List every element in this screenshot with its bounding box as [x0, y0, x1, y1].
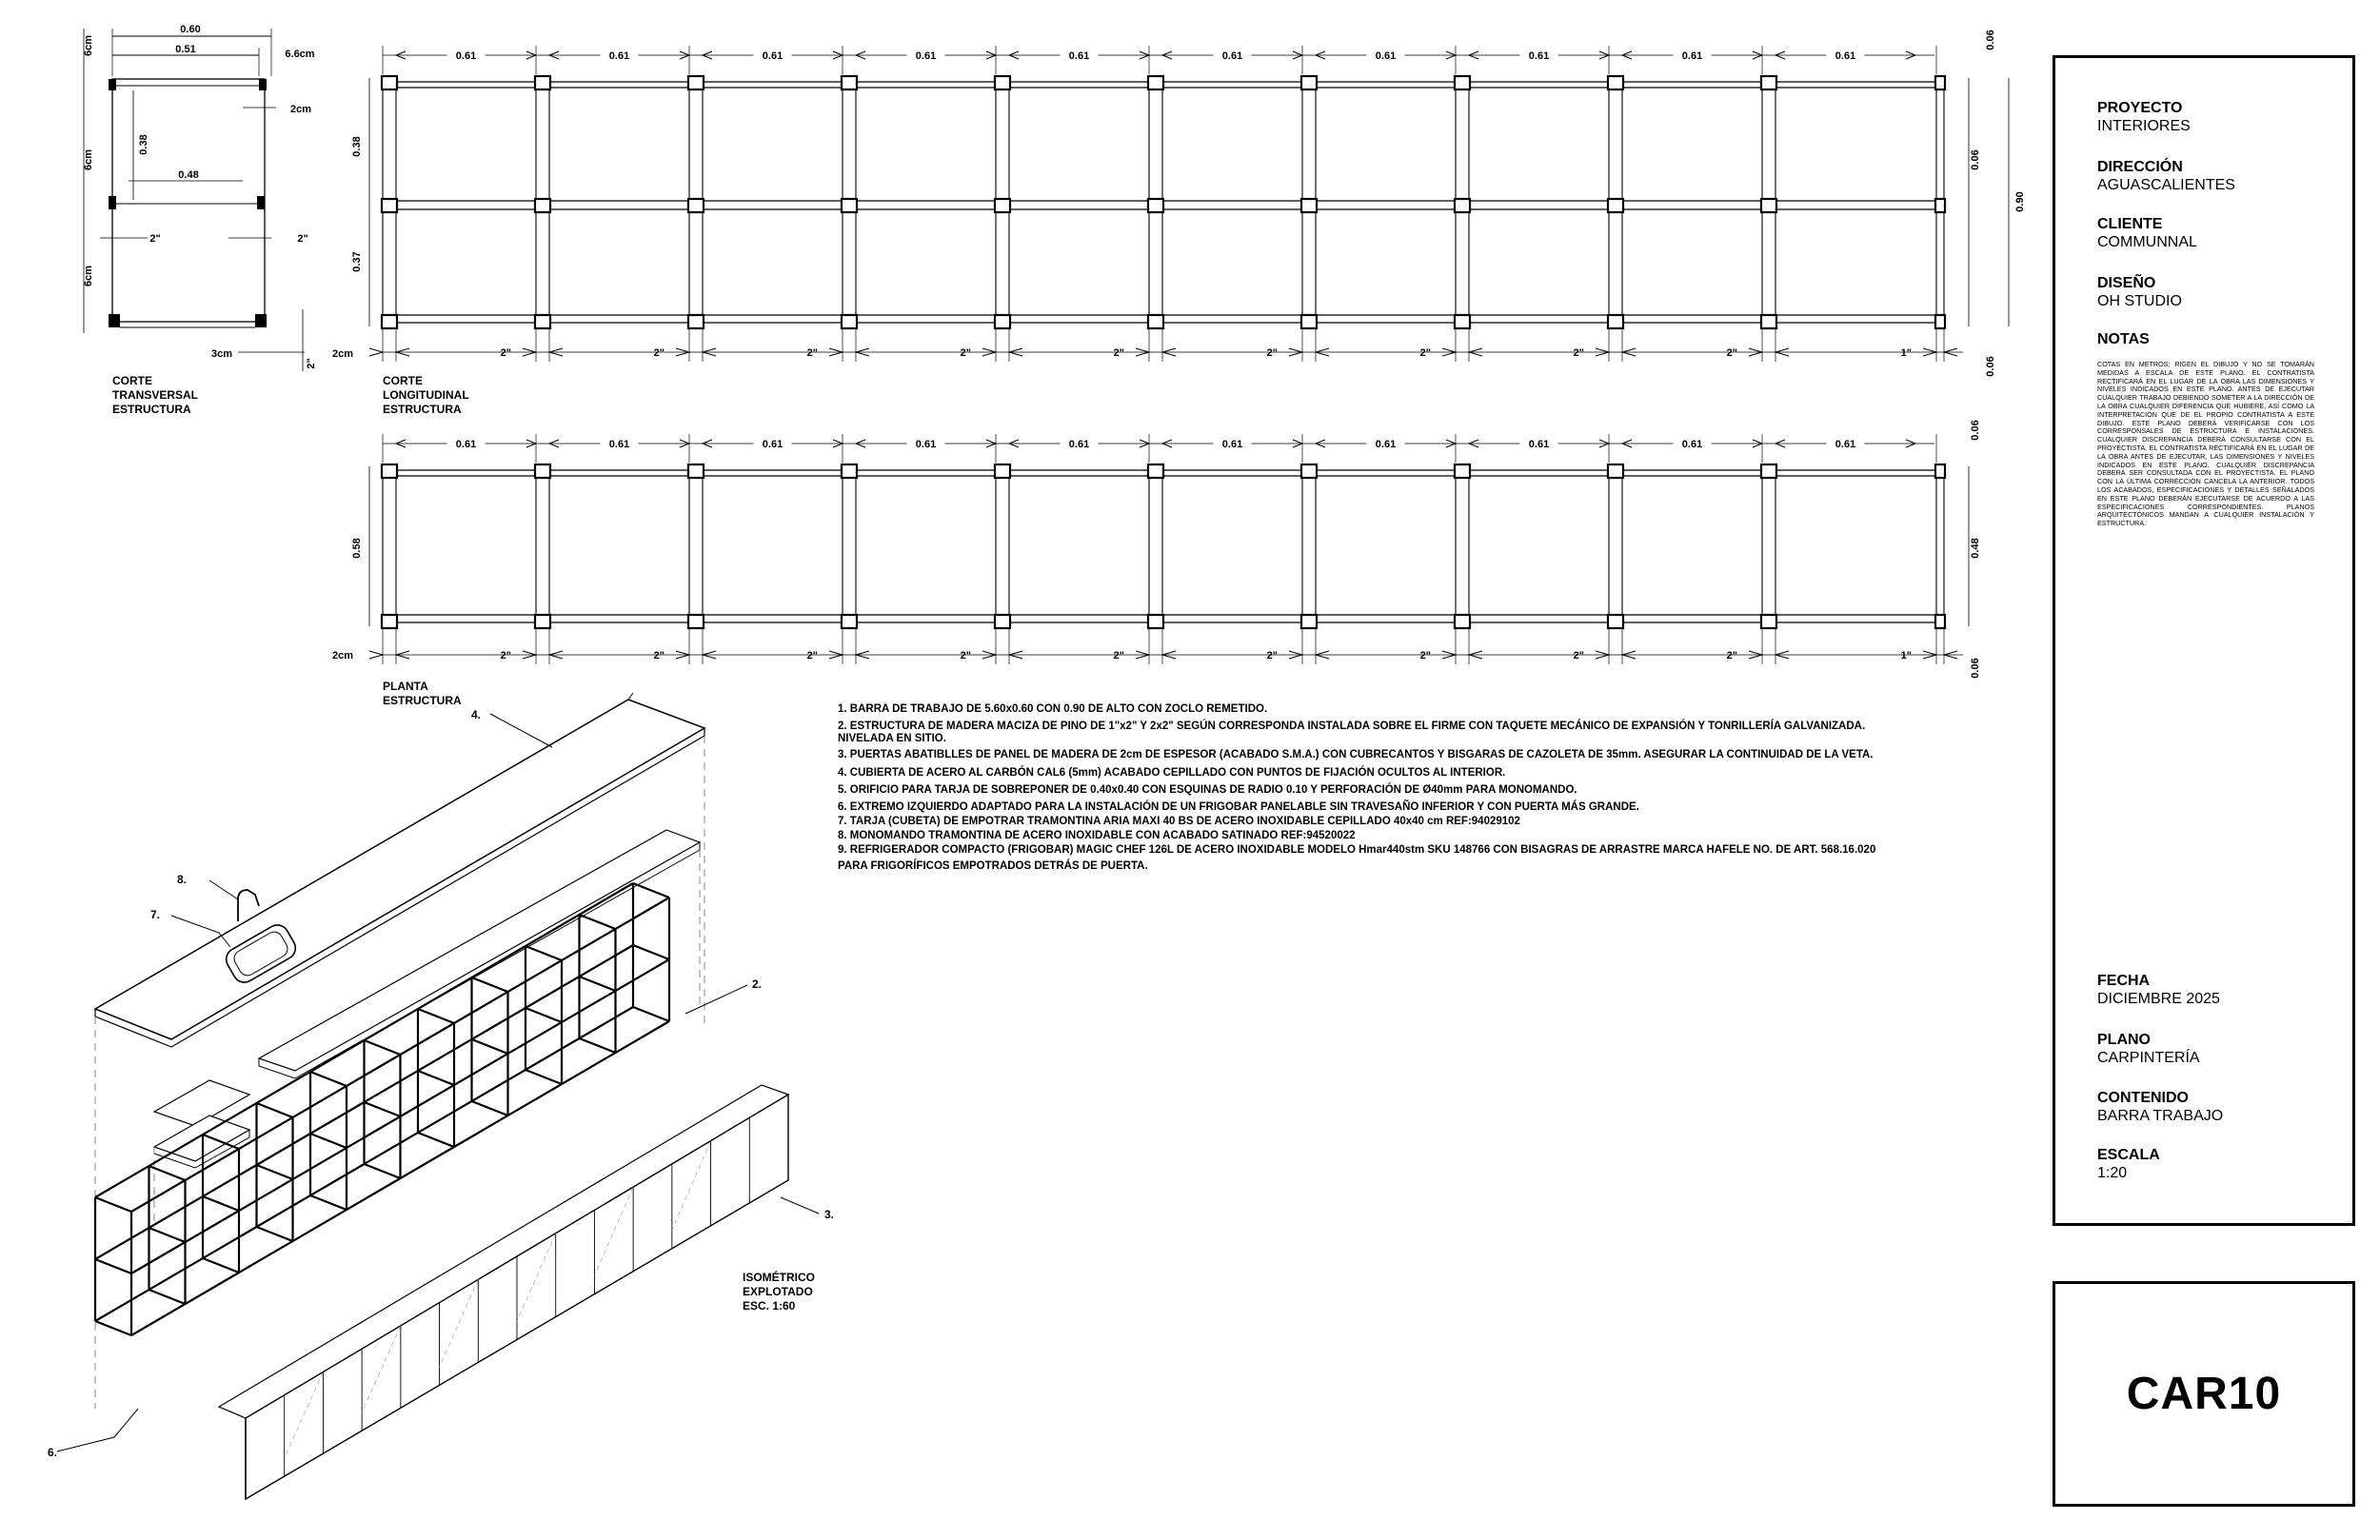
note-line-5: 4. CUBIERTA DE ACERO AL CARBÓN CAL6 (5mm) ACABADO CEPILLADO CON PUNTOS DE FIJACIÓN OCULTOS AL INTERIOR.	[838, 767, 1506, 779]
transversal-title-1: CORTE	[112, 374, 152, 387]
dim-bottom-cm: 6cm	[83, 265, 94, 287]
notes-heading	[2097, 330, 2326, 348]
dim-post-left: 2"	[149, 233, 161, 245]
note-line-4: 3. PUERTAS ABATIBLLES DE PANEL DE MADERA DE 2cm DE ESPESOR (ACABADO S.M.A.) CON CUBRECANTOS Y BISGARAS DE CAZOLETA DE 35mm. ASEGURAR LA CONTINUIDAD DE LA VETA.	[838, 749, 1874, 760]
module-dim-label: 0.61	[608, 439, 630, 450]
dim-post-right: 2"	[297, 233, 308, 245]
field-plano	[2097, 1031, 2326, 1067]
plan-depth-right: 0.48	[1970, 538, 1981, 559]
dim-top-cm: 6cm	[83, 34, 94, 57]
module-dim-label: 0.61	[1068, 439, 1090, 450]
dim-inner-span: 0.48	[178, 169, 199, 181]
post-dim: 2"	[1573, 650, 1584, 661]
plan-labels	[332, 420, 1981, 707]
plan-right-bottom: 0.06	[1970, 658, 1981, 679]
module-dim-label: 0.61	[1835, 439, 1856, 450]
dim-mid-cm: 6cm	[83, 148, 94, 171]
callout-6: 6.	[48, 1446, 58, 1459]
note-line-6: 5. ORIFICIO PARA TARJA DE SOBREPONER DE 0.40x0.40 CON ESQUINAS DE RADIO 0.10 Y PERFORACIÓN DE Ø40mm PARA MONOMANDO.	[838, 784, 1577, 796]
note-line-3: NIVELADA EN SITIO.	[838, 733, 946, 744]
module-dim-label: 0.61	[915, 50, 937, 62]
callout-8: 8.	[177, 873, 188, 886]
post-dim: 2"	[960, 347, 971, 359]
transversal-title-3: ESTRUCTURA	[112, 403, 191, 416]
field-label: FECHA	[2097, 973, 2151, 989]
field-value: 1:20	[2097, 1165, 2128, 1181]
plan-left-offset: 2cm	[331, 650, 354, 661]
module-dim-label: 0.61	[608, 50, 630, 62]
post-dim: 2"	[1419, 650, 1431, 661]
module-dim-label: 0.61	[455, 439, 477, 450]
module-dim-label: 0.61	[1375, 50, 1397, 62]
module-dim-label: 0.61	[915, 439, 937, 450]
note-line-8: 7. TARJA (CUBETA) DE EMPOTRAR TRAMONTINA ARIA MAXI 40 BS DE ACERO INOXIDABLE CEPILLADO 40x40 cm REF:94029102	[838, 816, 1520, 827]
post-dim: 1"	[1900, 347, 1912, 359]
post-dim: 2"	[960, 650, 971, 661]
field-value: AGUASCALIENTES	[2097, 177, 2235, 193]
post-dim: 2"	[653, 347, 664, 359]
field-label: ESCALA	[2097, 1147, 2160, 1163]
dim-inner-width: 0.51	[175, 44, 196, 55]
note-line-7: 6. EXTREMO IZQUIERDO ADAPTADO PARA LA INSTALACIÓN DE UN FRIGOBAR PANELABLE SIN TRAVESAÑO INFERIOR Y CON PUERTA MÁS GRANDE.	[838, 801, 1639, 813]
field-cliente	[2097, 215, 2326, 251]
note-line-9: 8. MONOMANDO TRAMONTINA DE ACERO INOXIDABLE CON ACABADO SATINADO REF:94520022	[838, 830, 1356, 841]
module-dim-label: 0.61	[1681, 50, 1703, 62]
module-dim-label: 0.61	[1221, 439, 1243, 450]
post-dim: 2"	[1113, 650, 1124, 661]
note-line-11: PARA FRIGORÍFICOS EMPOTRADOS DETRÁS DE PUERTA.	[838, 860, 1148, 872]
note-line-2: 2. ESTRUCTURA DE MADERA MACIZA DE PINO DE 1"x2" Y 2x2" SEGÚN CORRESPONDA INSTALADA SOBRE EL FIRME CON TAQUETE MECÁNICO DE EXPANSIÓN Y TONRILLERÍA GALVANIZADA.	[838, 721, 1866, 732]
title-block	[2053, 55, 2355, 1226]
isometric-title-1: ISOMÉTRICO	[743, 1271, 816, 1284]
dim-base-3cm: 3cm	[210, 348, 233, 360]
field-value: OH STUDIO	[2097, 293, 2182, 309]
post-dim: 1"	[1900, 650, 1912, 661]
post-dim: 2"	[500, 347, 511, 359]
field-value: DICIEMBRE 2025	[2097, 991, 2220, 1007]
post-dim: 2"	[1726, 650, 1737, 661]
transversal-section	[83, 24, 317, 416]
dim-base-2in: 2"	[306, 358, 317, 369]
sheet-code-box	[2053, 1281, 2355, 1507]
dim-total-width: 0.60	[180, 24, 201, 35]
note-line-10: 9. REFRIGERADOR COMPACTO (FRIGOBAR) MAGIC CHEF 126L DE ACERO INOXIDABLE MODELO Hmar440stm SKU 148766 CON BISAGRAS DE ARRASTRE MARCA HAFELE NO. DE ART. 568.16.020	[838, 844, 1876, 856]
module-dim-label: 0.61	[455, 50, 477, 62]
notes-body: COTAS EN METROS; RIGEN EL DIBUJO Y NO SE TOMARÁN MEDIDAS A ESCALA DE ESTE PLANO. EL CONTRATISTA RECTIFICARÁ EN EL LUGAR DE LA OBRA LAS DIMENSIONES Y NIVELES INDICADOS EN ESTE PLANO. ANTES DE EJECUTAR CUALQUIER TRABAJO DEBIENDO SOMETER A LA DIRECCIÓN DE LA OBRA CUALQUIER DIFERENCIA QUE HUBIERE, ASÍ COMO LA INTERPRETACIÓN QUE DE EL PROPIO CONTRATISTA A ESTE DIBUJO. ESTE PLANO DEBERÁ VERIFICARSE CON LOS CORRESPONSALES DE ESTRUCTURA E INSTALACIONES. CUALQUIER DISCREPANCIA DEBERÁ CONSULTARSE CON EL PROYECTISTA. EL CONTRATISTA RECTIFICARÁ EN EL LUGAR DE LA OBRA ANTES DE EJECUTAR, LAS DIMENSIONES Y NIVELES INDICADOS EN ESTE PLANO. CUALQUIER DISCREPANCIA DEBERÁ SER CONSULTADA CON EL PROYECTISTA. EL PLANO CON LA ÚLTIMA CORRECCIÓN CANCELA LA ANTERIOR. TODOS LOS ACABADOS, ESPECIFICACIONES Y DETALLES SEÑALADOS EN ESTE PLANO DEBERÁN EJECUTARSE DE ACUERDO A LAS ESPECIFICACIONES CORRESPONDIENTES. PLANOS ARQUITECTÓNICOS MANDAN A CUALQUIER INSTALACIÓN Y ESTRUCTURA.	[2097, 360, 2314, 528]
post-dim: 2"	[1726, 347, 1737, 359]
module-dim-label: 0.61	[1375, 439, 1397, 450]
field-diseno	[2097, 274, 2326, 310]
long-left-offset: 2cm	[331, 348, 354, 360]
longitudinal-title-3: ESTRUCTURA	[383, 403, 462, 416]
long-lower-height: 0.37	[351, 251, 363, 272]
module-dim-label: 0.61	[762, 439, 783, 450]
note-line-1: 1. BARRA DE TRABAJO DE 5.60x0.60 CON 0.90 DE ALTO CON ZOCLO REMETIDO.	[838, 703, 1268, 715]
module-dim-label: 0.61	[762, 50, 783, 62]
plan-view	[369, 434, 1969, 664]
dim-side-2cm: 2cm	[289, 104, 312, 115]
post-dim: 2"	[1113, 347, 1124, 359]
plan-title-2: ESTRUCTURA	[383, 694, 462, 707]
field-label: PLANO	[2097, 1032, 2151, 1048]
module-dim-label: 0.61	[1221, 50, 1243, 62]
field-label: CONTENIDO	[2097, 1090, 2189, 1106]
module-dim-label: 0.61	[1528, 50, 1550, 62]
dim-edge: 6.6cm	[285, 49, 315, 60]
notes-label: NOTAS	[2097, 331, 2150, 347]
sheet-code: CAR10	[2126, 1369, 2282, 1419]
field-label: PROYECTO	[2097, 100, 2183, 116]
field-value: INTERIORES	[2097, 118, 2191, 134]
callout-2: 2.	[752, 977, 763, 991]
field-value: BARRA TRABAJO	[2097, 1108, 2224, 1124]
callout-7: 7.	[150, 908, 161, 921]
field-label: CLIENTE	[2097, 216, 2163, 232]
module-dim-label: 0.61	[1835, 50, 1856, 62]
module-dim-label: 0.61	[1068, 50, 1090, 62]
module-dim-label: 0.61	[1681, 439, 1703, 450]
isometric-title-2: EXPLOTADO	[743, 1285, 813, 1298]
callout-4: 4.	[471, 708, 482, 721]
field-value: CARPINTERÍA	[2097, 1050, 2200, 1066]
isometric-title-3: ESC. 1:60	[743, 1299, 796, 1313]
field-label: DIRECCIÓN	[2097, 159, 2183, 175]
module-dim-label: 0.61	[1528, 439, 1550, 450]
post-dim: 2"	[1266, 650, 1278, 661]
post-dim: 2"	[806, 650, 818, 661]
long-right-top: 0.06	[1985, 30, 1996, 50]
field-label: DISEÑO	[2097, 275, 2156, 291]
callout-3: 3.	[824, 1208, 835, 1221]
dim-upper-height: 0.38	[138, 134, 149, 155]
plan-right-top: 0.06	[1970, 420, 1981, 441]
post-dim: 2"	[806, 347, 818, 359]
long-upper-height: 0.38	[351, 136, 363, 157]
post-dim: 2"	[1573, 347, 1584, 359]
post-dim: 2"	[653, 650, 664, 661]
field-proyecto	[2097, 99, 2326, 135]
field-escala	[2097, 1146, 2326, 1182]
post-dim: 2"	[500, 650, 511, 661]
construction-notes	[838, 703, 1875, 872]
isometric-exploded	[57, 693, 819, 1499]
long-right-bottom: 0.06	[1985, 356, 1996, 377]
plan-title-1: PLANTA	[383, 680, 428, 693]
long-total-height: 0.90	[2014, 191, 2026, 212]
longitudinal-title-2: LONGITUDINAL	[383, 388, 469, 402]
transversal-title-2: TRANSVERSAL	[112, 388, 199, 402]
field-direccion	[2097, 158, 2326, 194]
field-value: COMMUNNAL	[2097, 234, 2197, 250]
plan-depth-left: 0.58	[351, 538, 363, 559]
long-right-mid: 0.06	[1970, 149, 1981, 170]
longitudinal-title-1: CORTE	[383, 374, 423, 387]
field-fecha	[2097, 972, 2326, 1008]
post-dim: 2"	[1266, 347, 1278, 359]
field-contenido	[2097, 1089, 2326, 1125]
longitudinal-section	[369, 46, 2009, 362]
post-dim: 2"	[1419, 347, 1431, 359]
